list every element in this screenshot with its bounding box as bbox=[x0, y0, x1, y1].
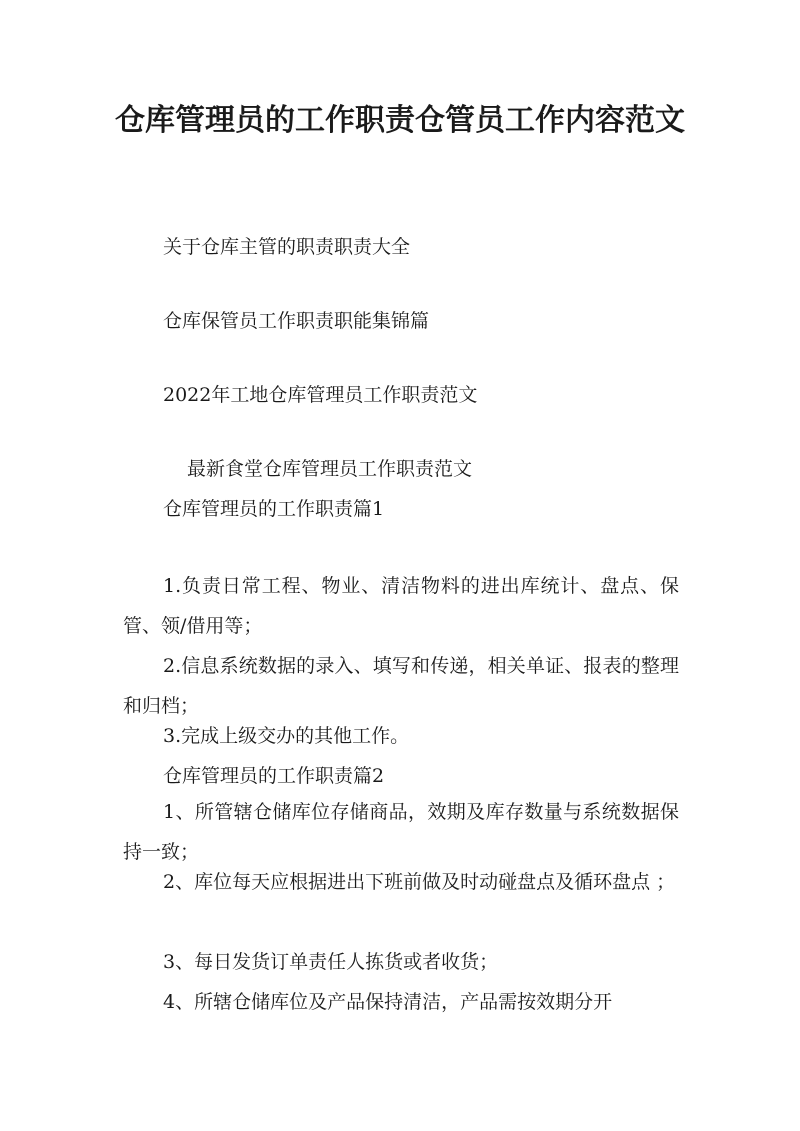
related-link-2[interactable]: 仓库保管员工作职责职能集锦篇 bbox=[163, 310, 430, 332]
related-link-1[interactable]: 关于仓库主管的职责职责大全 bbox=[163, 236, 411, 258]
section2-item-2: 2、库位每天应根据进出下班前做及时动碰盘点及循环盘点 ； bbox=[163, 871, 676, 893]
section1-item-1: 1.负责日常工程、物业、清洁物料的进出库统计、盘点、保管、领/借用等； bbox=[123, 575, 679, 637]
section2-item-4: 4、所辖仓储库位及产品保持清洁，产品需按效期分开 bbox=[163, 991, 613, 1013]
related-link-4[interactable]: 最新食堂仓库管理员工作职责范文 bbox=[187, 458, 473, 480]
document-title: 仓库管理员的工作职责仓管员工作内容范文 bbox=[115, 103, 685, 138]
section2-item-1: 1、所管辖仓储库位存储商品，效期及库存数量与系统数据保持一致； bbox=[123, 801, 679, 863]
section1-item-3: 3.完成上级交办的其他工作。 bbox=[163, 725, 410, 747]
related-link-3[interactable]: 2022年工地仓库管理员工作职责范文 bbox=[163, 384, 478, 406]
section2-item-3: 3、每日发货订单责任人拣货或者收货； bbox=[163, 951, 499, 973]
section1-heading: 仓库管理员的工作职责篇1 bbox=[163, 498, 385, 520]
section2-heading: 仓库管理员的工作职责篇2 bbox=[163, 765, 385, 787]
section1-item-2: 2.信息系统数据的录入、填写和传递，相关单证、报表的整理和归档； bbox=[123, 655, 679, 717]
